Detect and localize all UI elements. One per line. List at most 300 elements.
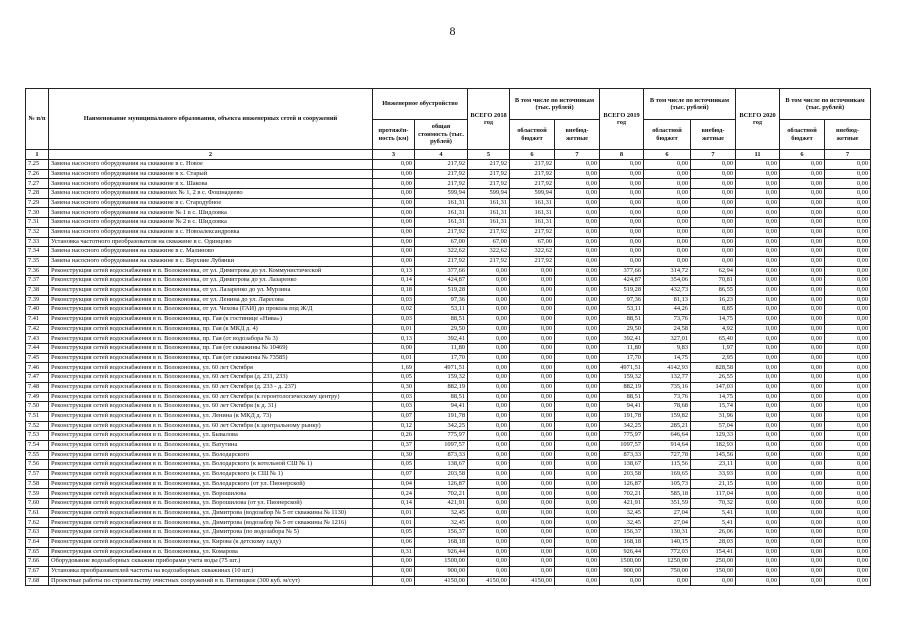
row-number-cell: 7.44 (26, 344, 49, 354)
value-cell: 873,33 (415, 450, 468, 460)
value-cell: 0,00 (736, 179, 780, 189)
table-row (26, 189, 871, 199)
value-cell: 0,00 (691, 227, 736, 237)
table-row (26, 247, 871, 257)
object-name-cell: Замена насосного оборудования на скважинах № 1, 2 в с. Фошнадеево (49, 189, 373, 199)
value-cell: 0,00 (510, 266, 555, 276)
value-cell: 0,26 (373, 431, 415, 441)
value-cell: 154,41 (691, 547, 736, 557)
value-cell: 17,70 (600, 353, 644, 363)
value-cell: 0,00 (736, 470, 780, 480)
value-cell: 73,76 (644, 315, 691, 325)
value-cell: 161,31 (415, 198, 468, 208)
value-cell: 0,00 (780, 334, 825, 344)
table-row (26, 256, 871, 266)
value-cell: 900,00 (415, 566, 468, 576)
value-cell: 0,00 (468, 479, 510, 489)
value-cell: 392,41 (415, 334, 468, 344)
value-cell: 0,00 (825, 266, 871, 276)
value-cell: 322,62 (415, 247, 468, 257)
value-cell: 0,00 (780, 295, 825, 305)
value-cell: 0,00 (555, 344, 600, 354)
value-cell: 1500,00 (415, 557, 468, 567)
value-cell: 0,00 (510, 508, 555, 518)
object-name-cell: Реконструкция сетей водоснабжения в п. Волоконовка, ул. Ворошилова (49, 489, 373, 499)
table-row (26, 528, 871, 538)
value-cell: 88,51 (415, 392, 468, 402)
value-cell: 0,00 (468, 324, 510, 334)
value-cell: 70,81 (691, 276, 736, 286)
object-name-cell: Замена насосного оборудования на скважине в х. Шакова (49, 179, 373, 189)
value-cell: 0,00 (825, 276, 871, 286)
value-cell: 17,70 (415, 353, 468, 363)
value-cell: 0,04 (373, 479, 415, 489)
value-cell: 750,00 (644, 566, 691, 576)
value-cell: 0,03 (373, 315, 415, 325)
value-cell: 421,91 (600, 499, 644, 509)
header-total-2018: ВСЕГО 2018 год (468, 89, 510, 150)
value-cell: 0,00 (736, 198, 780, 208)
value-cell: 0,00 (510, 276, 555, 286)
value-cell: 0,00 (555, 266, 600, 276)
value-cell: 0,00 (825, 285, 871, 295)
value-cell: 0,00 (373, 208, 415, 218)
value-cell: 161,31 (468, 198, 510, 208)
value-cell: 26,55 (691, 373, 736, 383)
object-name-cell: Реконструкция сетей водоснабжения в п. Волоконовка, пр. Гая (от скважины № 73585) (49, 353, 373, 363)
value-cell: 0,01 (373, 508, 415, 518)
table-row (26, 179, 871, 189)
value-cell: 0,00 (780, 460, 825, 470)
value-cell: 53,11 (415, 305, 468, 315)
object-name-cell: Реконструкция сетей водоснабжения в п. Волоконовка, ул. Ленина (к МКД д. 73) (49, 411, 373, 421)
object-name-cell: Реконструкция сетей водоснабжения в п. Волоконовка, ул. Ватутина (49, 440, 373, 450)
value-cell: 4150,00 (468, 576, 510, 586)
value-cell: 0,00 (555, 373, 600, 383)
value-cell: 0,00 (600, 237, 644, 247)
value-cell: 0,00 (510, 334, 555, 344)
value-cell: 0,00 (510, 353, 555, 363)
column-number: 6 (510, 150, 555, 160)
value-cell: 0,00 (736, 353, 780, 363)
value-cell: 0,00 (510, 373, 555, 383)
value-cell: 0,00 (555, 189, 600, 199)
value-cell: 0,00 (510, 518, 555, 528)
row-number-cell: 7.67 (26, 566, 49, 576)
header-regional-2020: областной бюджет (780, 120, 825, 150)
value-cell: 0,00 (780, 557, 825, 567)
value-cell: 0,00 (780, 227, 825, 237)
table-row (26, 382, 871, 392)
value-cell: 217,92 (468, 227, 510, 237)
value-cell: 0,00 (825, 324, 871, 334)
object-name-cell: Реконструкция сетей водоснабжения в п. Волоконовка, ул. 60 лет Октября (д. 233 - д. 237) (49, 382, 373, 392)
value-cell: 0,05 (373, 373, 415, 383)
value-cell: 0,00 (510, 528, 555, 538)
value-cell: 0,00 (600, 169, 644, 179)
header-extra-2020: внебюд-жетные (825, 120, 871, 150)
value-cell: 0,00 (555, 508, 600, 518)
value-cell: 23,11 (691, 460, 736, 470)
table-header (26, 89, 871, 160)
table-row (26, 344, 871, 354)
value-cell: 0,00 (555, 315, 600, 325)
value-cell: 161,31 (468, 208, 510, 218)
value-cell: 0,00 (600, 576, 644, 586)
value-cell: 0,00 (780, 576, 825, 586)
value-cell: 0,24 (373, 489, 415, 499)
value-cell: 0,00 (555, 285, 600, 295)
value-cell: 0,00 (468, 489, 510, 499)
table-row (26, 566, 871, 576)
value-cell: 0,00 (510, 440, 555, 450)
table-row (26, 285, 871, 295)
value-cell: 0,05 (373, 460, 415, 470)
value-cell: 0,00 (510, 315, 555, 325)
value-cell: 424,87 (600, 276, 644, 286)
value-cell: 0,00 (555, 479, 600, 489)
value-cell: 156,37 (600, 528, 644, 538)
value-cell: 161,31 (415, 208, 468, 218)
value-cell: 0,03 (373, 295, 415, 305)
value-cell: 115,56 (644, 460, 691, 470)
row-number-cell: 7.45 (26, 353, 49, 363)
table-row (26, 227, 871, 237)
value-cell: 585,18 (644, 489, 691, 499)
value-cell: 169,65 (644, 470, 691, 480)
value-cell: 0,00 (510, 392, 555, 402)
value-cell: 217,92 (415, 169, 468, 179)
value-cell: 78,68 (644, 402, 691, 412)
column-number: 6 (780, 150, 825, 160)
row-number-cell: 7.38 (26, 285, 49, 295)
value-cell: 0,37 (373, 440, 415, 450)
value-cell: 424,87 (415, 276, 468, 286)
value-cell: 0,00 (736, 557, 780, 567)
value-cell: 0,00 (468, 450, 510, 460)
object-name-cell: Замена насосного оборудования на скважине в с. Новоалександровка (49, 227, 373, 237)
value-cell: 0,00 (780, 198, 825, 208)
object-name-cell: Замена насосного оборудования на скважине в с. Малиново (49, 247, 373, 257)
value-cell: 0,00 (468, 499, 510, 509)
value-cell: 4,92 (691, 324, 736, 334)
value-cell: 0,18 (373, 285, 415, 295)
value-cell: 159,32 (415, 373, 468, 383)
value-cell: 0,00 (555, 179, 600, 189)
table-row (26, 576, 871, 586)
value-cell: 285,21 (644, 421, 691, 431)
value-cell: 0,00 (644, 179, 691, 189)
object-name-cell: Реконструкция сетей водоснабжения в п. Волоконовка, ул. Димитрова (водозабор № 5 от скважины № 1216) (49, 518, 373, 528)
row-number-cell: 7.29 (26, 198, 49, 208)
value-cell: 0,00 (555, 489, 600, 499)
value-cell: 0,00 (510, 402, 555, 412)
value-cell: 138,67 (600, 460, 644, 470)
value-cell: 0,00 (780, 237, 825, 247)
value-cell: 0,00 (736, 528, 780, 538)
value-cell: 0,00 (780, 179, 825, 189)
object-name-cell: Реконструкция сетей водоснабжения в п. Волоконовка, ул. Бывалова (49, 431, 373, 441)
value-cell: 0,00 (468, 285, 510, 295)
value-cell: 0,00 (736, 373, 780, 383)
value-cell: 4971,51 (415, 363, 468, 373)
value-cell: 0,00 (600, 208, 644, 218)
value-cell: 4150,00 (415, 576, 468, 586)
value-cell: 62,94 (691, 266, 736, 276)
value-cell: 0,00 (468, 440, 510, 450)
object-name-cell: Замена насосного оборудования на скважине № 2 в с. Шидловка (49, 218, 373, 228)
value-cell: 0,00 (780, 566, 825, 576)
object-name-cell: Реконструкция сетей водоснабжения в п. Волоконовка, ул. 60 лет Октября (к д. 31) (49, 402, 373, 412)
value-cell: 0,07 (373, 411, 415, 421)
value-cell: 32,45 (600, 518, 644, 528)
value-cell: 0,00 (825, 218, 871, 228)
value-cell: 0,00 (373, 557, 415, 567)
value-cell: 5,41 (691, 508, 736, 518)
row-number-cell: 7.53 (26, 431, 49, 441)
value-cell: 0,00 (373, 247, 415, 257)
table-row (26, 479, 871, 489)
value-cell: 702,21 (415, 489, 468, 499)
value-cell: 0,00 (555, 499, 600, 509)
value-cell: 900,00 (600, 566, 644, 576)
row-number-cell: 7.39 (26, 295, 49, 305)
value-cell: 0,00 (780, 266, 825, 276)
value-cell: 126,87 (415, 479, 468, 489)
object-name-cell: Реконструкция сетей водоснабжения в п. Волоконовка, от ул. Ленина до ул. Ларесова (49, 295, 373, 305)
row-number-cell: 7.61 (26, 508, 49, 518)
value-cell: 0,00 (780, 276, 825, 286)
value-cell: 0,00 (825, 518, 871, 528)
value-cell: 0,00 (600, 160, 644, 170)
value-cell: 0,00 (468, 537, 510, 547)
value-cell: 0,13 (373, 334, 415, 344)
value-cell: 0,00 (780, 547, 825, 557)
value-cell: 0,01 (373, 324, 415, 334)
table-row (26, 421, 871, 431)
object-name-cell: Реконструкция сетей водоснабжения в п. Волоконовка, от ул. Димитрова до ул. Лазаренко (49, 276, 373, 286)
value-cell: 0,00 (555, 402, 600, 412)
table-row (26, 547, 871, 557)
value-cell: 0,03 (373, 402, 415, 412)
value-cell: 0,00 (736, 547, 780, 557)
value-cell: 0,00 (825, 421, 871, 431)
value-cell: 0,00 (644, 160, 691, 170)
value-cell: 0,00 (825, 402, 871, 412)
value-cell: 161,31 (415, 218, 468, 228)
value-cell: 354,06 (644, 276, 691, 286)
row-number-cell: 7.48 (26, 382, 49, 392)
row-number-cell: 7.35 (26, 256, 49, 266)
value-cell: 32,45 (415, 518, 468, 528)
value-cell: 70,32 (691, 499, 736, 509)
value-cell: 0,00 (825, 179, 871, 189)
value-cell: 0,00 (468, 392, 510, 402)
value-cell: 27,04 (644, 518, 691, 528)
object-name-cell: Реконструкция сетей водоснабжения в п. Волоконовка, пр. Гая (от водозабора № 3) (49, 334, 373, 344)
value-cell: 0,00 (736, 460, 780, 470)
value-cell: 1097,57 (415, 440, 468, 450)
row-number-cell: 7.40 (26, 305, 49, 315)
header-incl-2020: В том числе по источникам (тыс. рублей) (780, 89, 871, 120)
value-cell: 727,78 (644, 450, 691, 460)
table-row (26, 276, 871, 286)
header-num: № п/п (26, 89, 49, 150)
value-cell: 0,00 (825, 411, 871, 421)
value-cell: 0,00 (825, 489, 871, 499)
table-row (26, 392, 871, 402)
value-cell: 203,58 (415, 470, 468, 480)
row-number-cell: 7.60 (26, 499, 49, 509)
value-cell: 0,00 (736, 576, 780, 586)
row-number-cell: 7.57 (26, 470, 49, 480)
header-total-2020: ВСЕГО 2020 год (736, 89, 780, 150)
column-number: 7 (691, 150, 736, 160)
value-cell: 0,00 (736, 344, 780, 354)
object-name-cell: Замена насосного оборудования на скважине в с. Новое (49, 160, 373, 170)
value-cell: 0,00 (736, 450, 780, 460)
column-number: 1 (26, 150, 49, 160)
value-cell: 0,00 (825, 547, 871, 557)
value-cell: 0,00 (825, 160, 871, 170)
value-cell: 314,72 (644, 266, 691, 276)
value-cell: 161,31 (510, 198, 555, 208)
value-cell: 0,00 (736, 160, 780, 170)
row-number-cell: 7.42 (26, 324, 49, 334)
column-number: 3 (373, 150, 415, 160)
value-cell: 145,56 (691, 450, 736, 460)
value-cell: 217,92 (510, 256, 555, 266)
value-cell: 0,00 (736, 315, 780, 325)
value-cell: 0,00 (373, 169, 415, 179)
value-cell: 33,93 (691, 470, 736, 480)
value-cell: 0,00 (736, 440, 780, 450)
object-name-cell: Установка частотного преобразователя на скважине в с. Одинцово (49, 237, 373, 247)
value-cell: 0,00 (825, 373, 871, 383)
value-cell: 0,00 (510, 431, 555, 441)
row-number-cell: 7.49 (26, 392, 49, 402)
header-cost: общая стоимость (тыс. рублей) (415, 120, 468, 150)
table-row (26, 334, 871, 344)
value-cell: 0,00 (780, 247, 825, 257)
value-cell: 0,00 (825, 382, 871, 392)
value-cell: 0,03 (373, 392, 415, 402)
value-cell: 168,18 (415, 537, 468, 547)
value-cell: 217,92 (510, 160, 555, 170)
value-cell: 32,45 (415, 508, 468, 518)
row-number-cell: 7.52 (26, 421, 49, 431)
value-cell: 0,00 (825, 256, 871, 266)
value-cell: 217,92 (510, 227, 555, 237)
table-row (26, 169, 871, 179)
value-cell: 11,80 (600, 344, 644, 354)
value-cell: 0,00 (510, 305, 555, 315)
value-cell: 0,00 (825, 344, 871, 354)
value-cell: 217,92 (415, 227, 468, 237)
header-length: протяжён-ность (км) (373, 120, 415, 150)
value-cell: 0,00 (736, 537, 780, 547)
value-cell: 132,77 (644, 373, 691, 383)
row-number-cell: 7.41 (26, 315, 49, 325)
table-row (26, 315, 871, 325)
value-cell: 0,00 (555, 411, 600, 421)
value-cell: 159,82 (644, 411, 691, 421)
value-cell: 0,00 (736, 237, 780, 247)
value-cell: 775,97 (600, 431, 644, 441)
value-cell: 392,41 (600, 334, 644, 344)
value-cell: 0,00 (510, 285, 555, 295)
value-cell: 0,00 (555, 169, 600, 179)
value-cell: 217,92 (468, 179, 510, 189)
header-incl-2019: В том числе по источникам (тыс. рублей) (644, 89, 736, 120)
value-cell: 129,33 (691, 431, 736, 441)
value-cell: 53,11 (600, 305, 644, 315)
value-cell: 0,00 (555, 276, 600, 286)
value-cell: 0,00 (555, 247, 600, 257)
value-cell: 0,00 (468, 528, 510, 538)
table-row (26, 508, 871, 518)
value-cell: 519,28 (415, 285, 468, 295)
value-cell: 0,00 (468, 344, 510, 354)
value-cell: 0,00 (825, 227, 871, 237)
value-cell: 0,00 (780, 353, 825, 363)
value-cell: 0,00 (600, 189, 644, 199)
value-cell: 599,94 (510, 189, 555, 199)
table-row (26, 460, 871, 470)
value-cell: 0,00 (468, 266, 510, 276)
value-cell: 0,00 (644, 576, 691, 586)
object-name-cell: Реконструкция сетей водоснабжения в п. Волоконовка, пр. Гая (от скважины № 10469) (49, 344, 373, 354)
value-cell: 217,92 (468, 256, 510, 266)
value-cell: 0,00 (780, 392, 825, 402)
value-cell: 24,58 (644, 324, 691, 334)
value-cell: 0,00 (736, 189, 780, 199)
value-cell: 16,23 (691, 295, 736, 305)
value-cell: 0,00 (825, 353, 871, 363)
value-cell: 0,00 (825, 305, 871, 315)
row-number-cell: 7.58 (26, 479, 49, 489)
value-cell: 0,07 (373, 470, 415, 480)
row-number-cell: 7.46 (26, 363, 49, 373)
table-row (26, 305, 871, 315)
column-number: 6 (644, 150, 691, 160)
value-cell: 44,26 (644, 305, 691, 315)
value-cell: 377,66 (600, 266, 644, 276)
value-cell: 0,02 (373, 305, 415, 315)
table-row (26, 266, 871, 276)
value-cell: 0,00 (510, 460, 555, 470)
value-cell: 2,95 (691, 353, 736, 363)
value-cell: 156,37 (415, 528, 468, 538)
value-cell: 0,00 (373, 344, 415, 354)
value-cell: 0,00 (691, 179, 736, 189)
value-cell: 0,00 (510, 479, 555, 489)
object-name-cell: Реконструкция сетей водоснабжения в п. Волоконовка, ул. Володарского (49, 450, 373, 460)
value-cell: 0,00 (825, 247, 871, 257)
value-cell: 0,00 (736, 285, 780, 295)
value-cell: 0,00 (555, 470, 600, 480)
value-cell: 0,00 (555, 392, 600, 402)
value-cell: 0,00 (373, 160, 415, 170)
table-row (26, 431, 871, 441)
value-cell: 14,75 (691, 315, 736, 325)
value-cell: 0,00 (736, 499, 780, 509)
value-cell: 73,76 (644, 392, 691, 402)
value-cell: 0,00 (555, 237, 600, 247)
object-name-cell: Реконструкция сетей водоснабжения в п. Волоконовка, от ул. Димитрова до ул. Коммунистической (49, 266, 373, 276)
value-cell: 0,00 (468, 363, 510, 373)
value-cell: 0,00 (373, 189, 415, 199)
